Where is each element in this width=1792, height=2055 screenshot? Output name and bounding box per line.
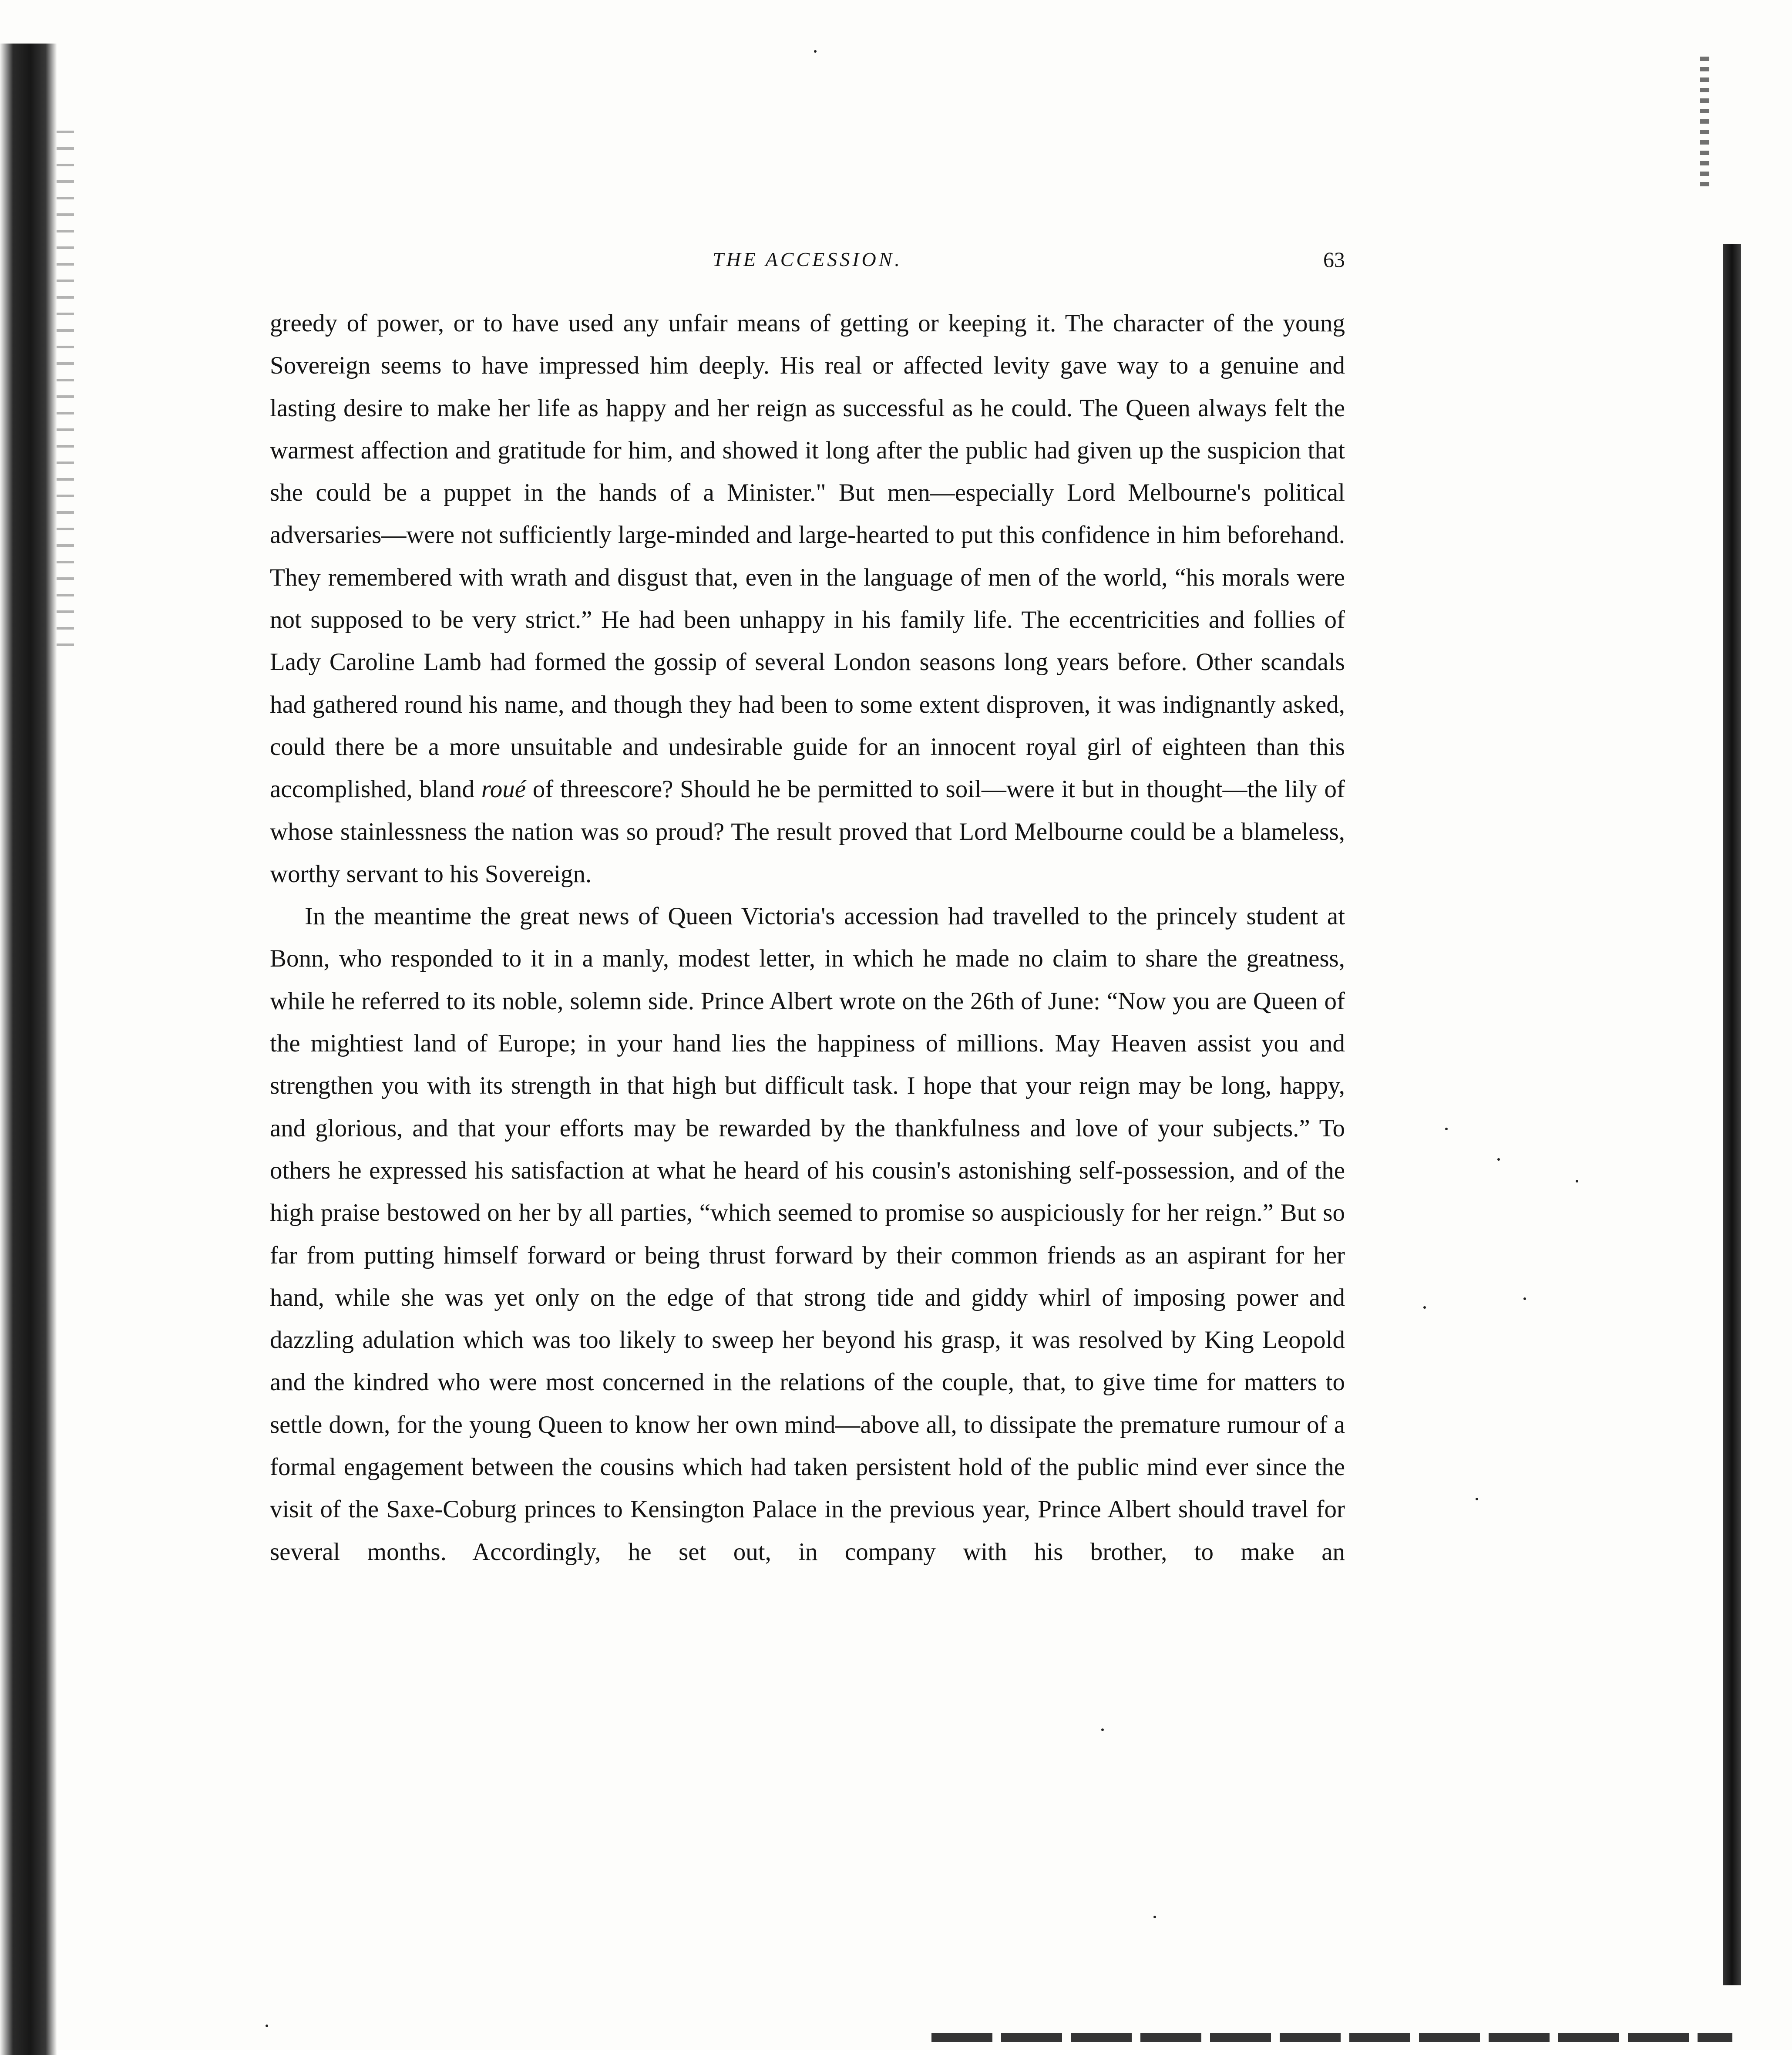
- running-head: [270, 242, 1345, 277]
- running-title: THE ACCESSION.: [713, 248, 902, 270]
- scan-speck: [1523, 1297, 1526, 1300]
- scan-speck: [1497, 1158, 1500, 1161]
- paragraph-1-text: greedy of power, or to have used any unfair means of getting or keeping it. The character of the young Sovereign seems to have impressed him deeply. His real or affected levity gave way to a genuine and lasting desire to make her life as happy and her reign as successful as he could. The Queen always felt the warmest affection and gratitude for him, and showed it long after the public had given up the suspicion that she could be a puppet in the hands of a Minister." But men—especially Lord Melbourne's political adversaries—were not sufficiently large-minded and large-hearted to put this confidence in him beforehand. They remembered with wrath and disgust that, even in the language of men of the world, “his morals were not supposed to be very strict.” He had been unhappy in his family life. The eccentricities and follies of Lady Caroline Lamb had formed the gossip of several London seasons long years before. Other scandals had gathered round his name, and though they had been to some extent disproven, it was indignantly asked, could there be a more unsuitable and undesirable guide for an innocent royal girl of eighteen than this accomplished, bland: [270, 310, 1345, 803]
- scan-speck: [1153, 1916, 1156, 1918]
- scan-speck: [814, 50, 817, 53]
- binding-shadow-left: [0, 44, 57, 2055]
- paragraph-2: In the meantime the great news of Queen Victoria's accession had travelled to the princely student at Bonn, who responded to it in a manly, modest letter, in which he made no claim to share the greatness, while he referred to its noble, solemn side. Prince Albert wrote on the 26th of June: “Now you are Queen of the mightiest land of Europe; in your hand lies the happiness of millions. May Heaven assist you and strengthen you with its strength in that high but difficult task. I hope that your reign may be long, happy, and glorious, and that your efforts may be rewarded by the thankfulness and love of your subjects.” To others he expressed his satisfaction at what he heard of his cousin's astonishing self-possession, and of the high praise bestowed on her by all parties, “which seemed to promise so auspiciously for her reign.” But so far from putting himself forward or being thrust forward by their common friends as an aspirant for her hand, while she was yet only on the edge of that strong tide and giddy whirl of imposing power and dazzling adulation which was too likely to sweep her beyond his grasp, it was resolved by King Leopold and the kindred who were most concerned in the relations of the couple, that, to give time for matters to settle down, for the young Queen to know her own mind—above all, to dissipate the premature rumour of a formal engagement between the cousins which had taken persistent hold of the public mind ever since the visit of the Saxe-Coburg princes to Kensington Palace in the previous year, Prince Albert should travel for several months. Accordingly, he set out, in company with his brother, to make an: [270, 903, 1345, 1566]
- page-edge-shadow-right: [1723, 244, 1741, 1985]
- scan-speck: [1101, 1728, 1104, 1731]
- page-edge-shadow-bottom: [931, 2033, 1732, 2042]
- scan-noise-right-top: [1700, 57, 1709, 187]
- scan-speck: [266, 2025, 268, 2027]
- scan-speck: [1576, 1180, 1578, 1182]
- italic-word: roué: [481, 775, 526, 803]
- paragraph-1-tail: of threescore? Should he be permitted to soil—were it but in thought—the lily of whose stainlessness the nation was so proud? The result proved that Lord Melbourne could be a blameless, worthy servant to his Sovereign.: [270, 775, 1345, 888]
- page-number: 63: [1323, 247, 1345, 272]
- scan-speck: [1476, 1498, 1478, 1500]
- scan-speck: [1445, 1128, 1448, 1130]
- body-text: [270, 302, 1345, 1573]
- scan-noise-left: [57, 131, 74, 653]
- paragraph-continued: [270, 302, 1345, 895]
- scan-speck: [1423, 1306, 1426, 1309]
